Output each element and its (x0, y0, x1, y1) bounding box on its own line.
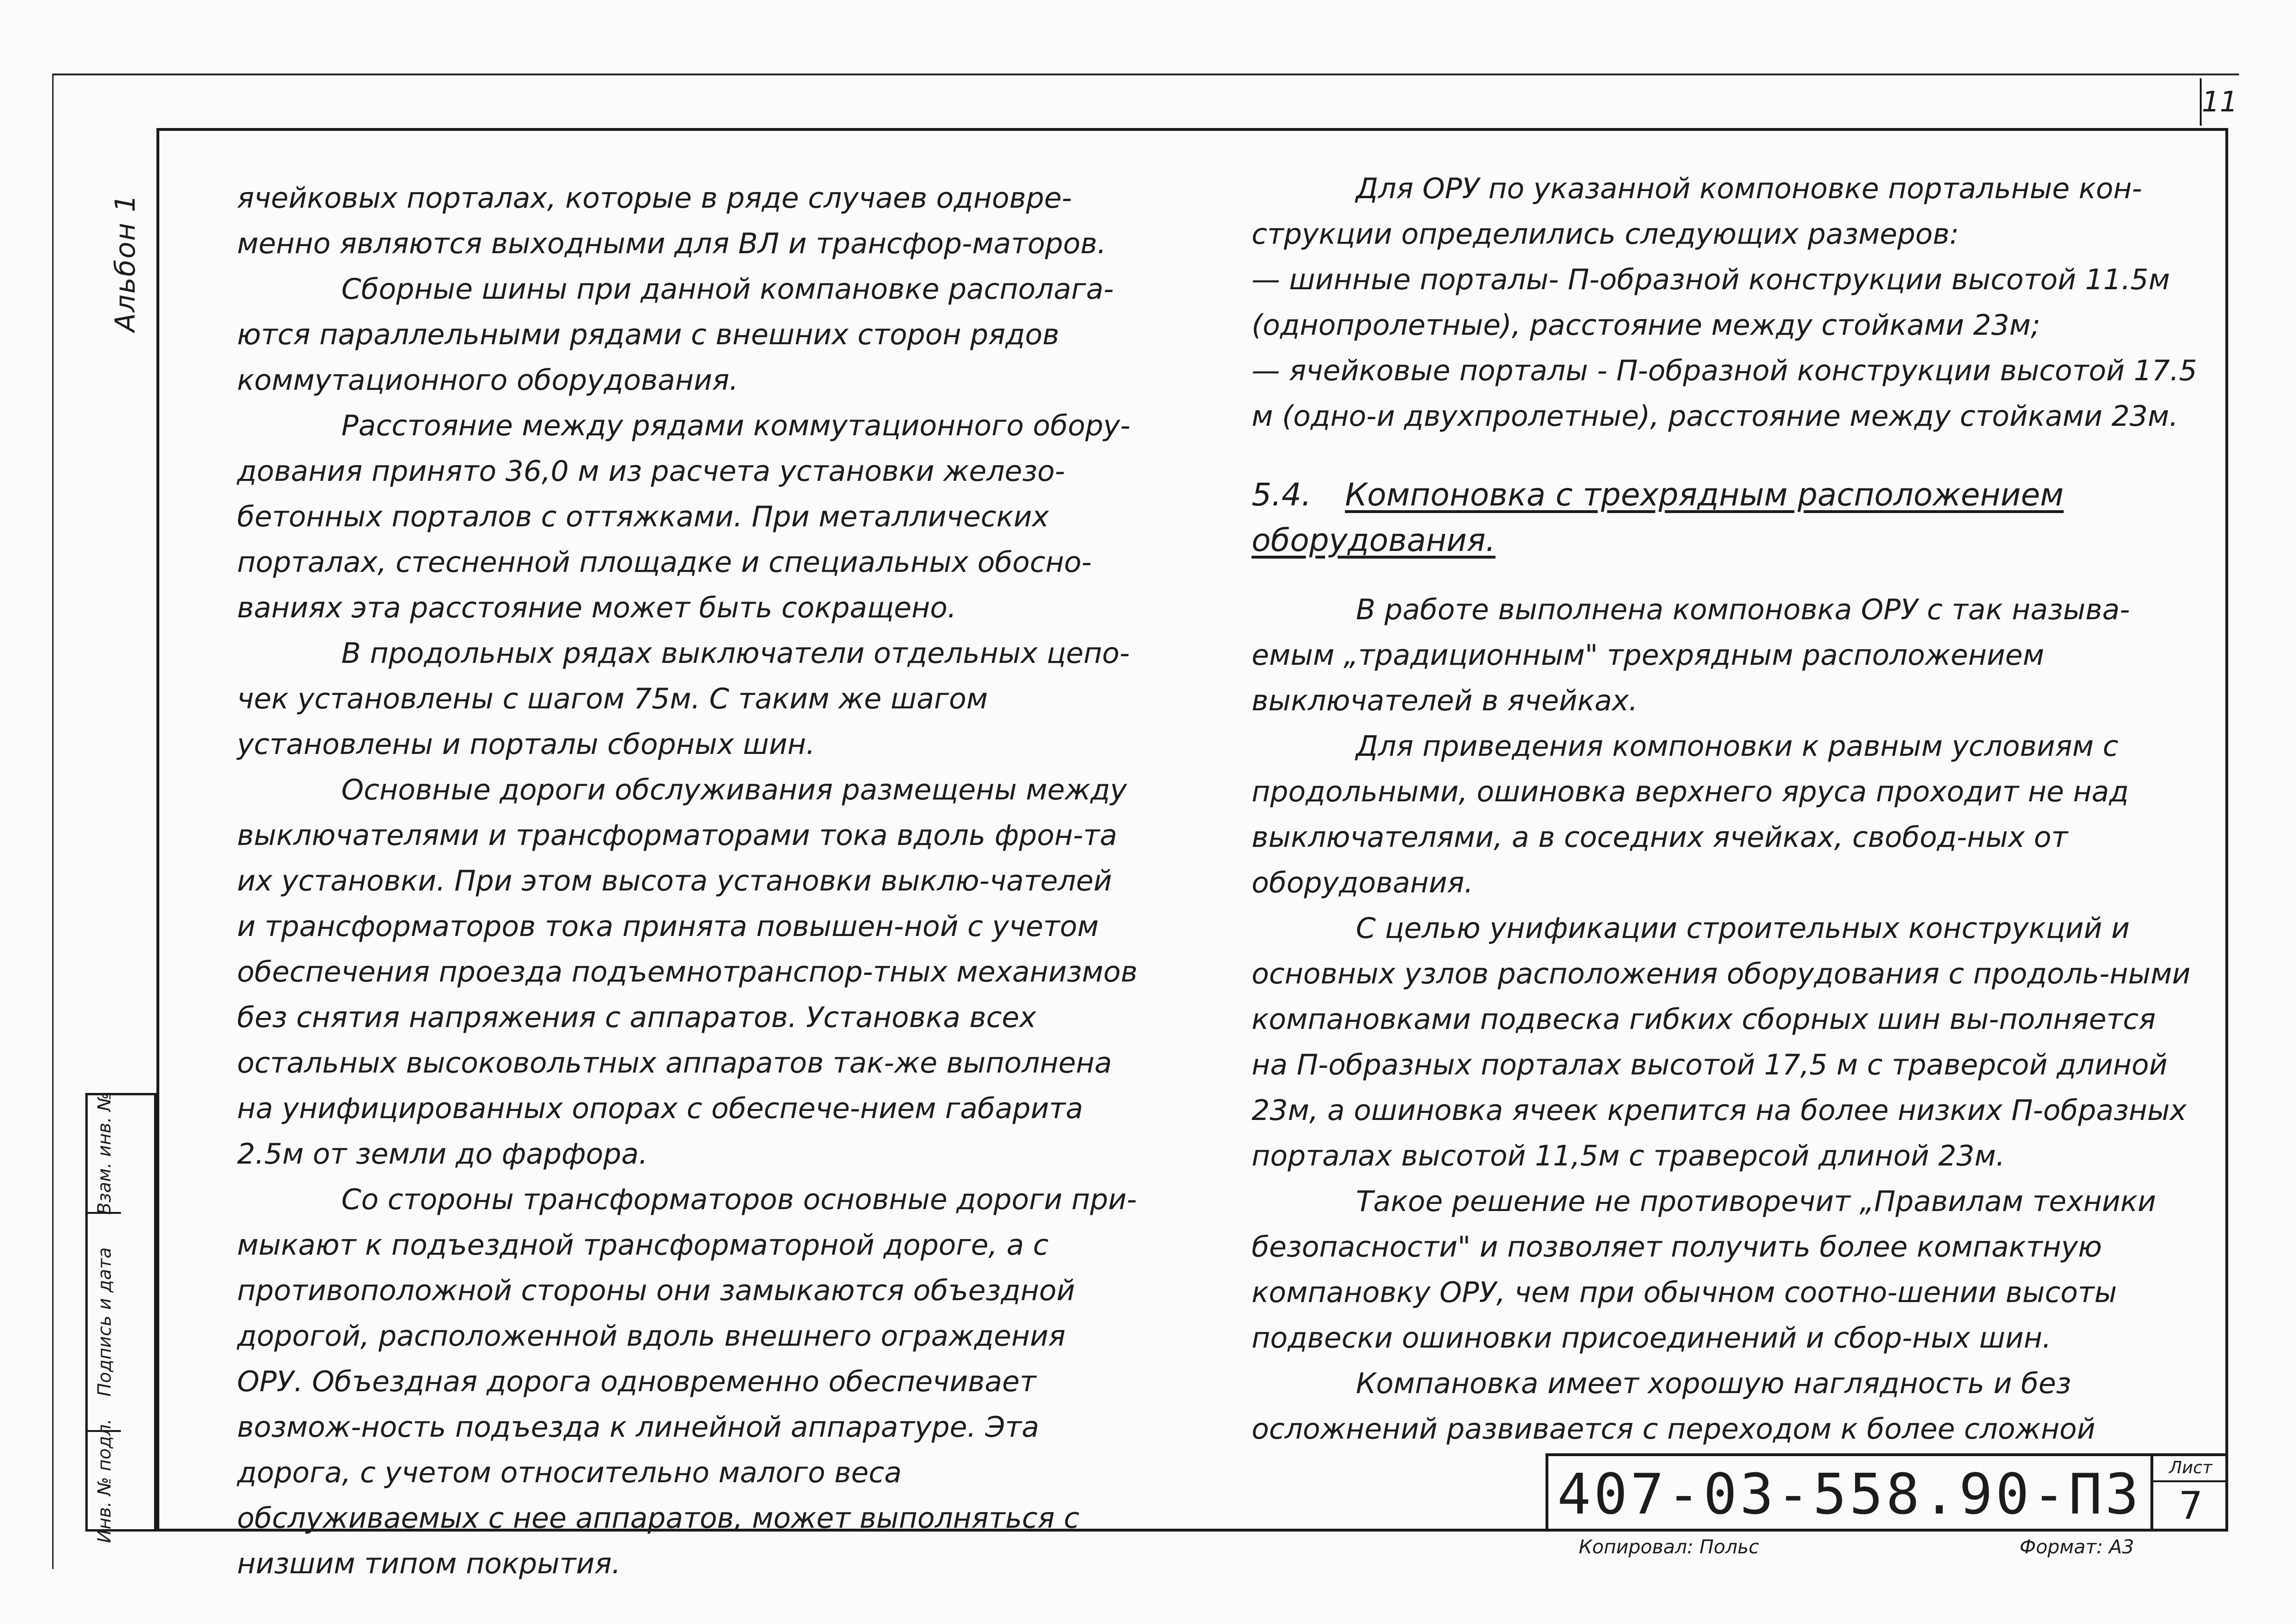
section-title: Компоновка с трехрядным расположением оборудования. (1252, 477, 2064, 559)
right-intro-paragraph: Для ОРУ по указанной компоновке портальные кон-струкции определились следующих размеров: (1252, 172, 2142, 251)
portal-list-item: — шинные порталы- П-образной конструкции высотой 11.5м (однопролетные), расстояние между стойками 23м; (1252, 263, 2170, 342)
left-paragraph: В продольных рядах выключатели отдельных цепо-чек установлены с шагом 75м. С таким же шагом установлены и порталы сборных шин. (237, 637, 1130, 761)
sheet-label: Лист (2153, 1456, 2228, 1482)
title-block (1546, 1453, 2228, 1532)
left-paragraph: Основные дороги обслуживания размещены между выключателями и трансформаторами тока вдоль фрон-та их установки. При этом высота установки выклю-чателей и трансформаторов тока принята повышен-ной с учетом обеспечения проезда подъемнотранспор-тных механизмов без снятия напряжения с аппаратов. Установка всех остальных высоковольтных аппаратов так-же выполнена на унифицированных опорах с обеспече-нием габарита 2.5м от земли до фарфора. (237, 773, 1138, 1171)
binding-stamp (85, 1092, 156, 1543)
portal-list-item: — ячейковые порталы - П-образной конструкции высотой 17.5 м (одно-и двухпролетные), расстояние между стойками 23м. (1252, 354, 2197, 433)
section-heading (1252, 472, 2200, 563)
format-note: Формат: А3 (2020, 1536, 2134, 1558)
left-paragraph: Со стороны трансформаторов основные дороги при-мыкают к подъездной трансформаторной дороге, а с противоположной стороны они замыкаются объездной дорогой, расположенной вдоль внешнего ограждения ОРУ. Объездная дорога одновременно обеспечивает возмож-ность подъезда к линейной аппаратуре. Эта дорога, с учетом относительно малого веса обслуживаемых с нее аппаратов, может выполняться с низшим типом покрытия. (237, 1183, 1137, 1580)
left-paragraph: Сборные шины при данной компановке располага-ются параллельными рядами с внешних сторон рядов коммутационного оборудования. (237, 273, 1114, 397)
album-label: Альбон 1 (109, 193, 141, 332)
sheet-number: 7 (2178, 1484, 2203, 1528)
left-paragraph: ячейковых порталах, которые в ряде случаев одновре-менно являются выходными для ВЛ и трансфор-маторов. (237, 182, 1107, 260)
left-text-column (237, 175, 1138, 1587)
right-paragraph: Такое решение не противоречит „Правилам техники безопасности" и позволяет получить более компактную компановку ОРУ, чем при обычном соотно-шении высоты подвески ошиновки присоединений и сбор-ных шин. (1252, 1185, 2156, 1355)
stamp-cell-inventory: Инв. № подл. (94, 1418, 115, 1543)
stamp-cell-replacement: Взам. инв. № (88, 1095, 121, 1214)
left-paragraph: Расстояние между рядами коммутационного обору-дования принято 36,0 м из расчета установки железо-бетонных порталов с оттяжками. При металлических порталах, стесненной площадке и специальных обосно-ваниях эта расстояние может быть сокращено. (237, 409, 1131, 624)
right-paragraph: Для приведения компоновки к равным условиям с продольными, ошиновка верхнего яруса проходит не над выключателями, а в соседних ячейках, свобод-ных от оборудования. (1252, 730, 2129, 899)
right-paragraph: В работе выполнена компоновка ОРУ с так называ-емым „традиционным" трехрядным расположением выключателей в ячейках. (1252, 593, 2130, 717)
top-page-number: 11 (2200, 78, 2235, 126)
sheet-cell (2150, 1456, 2228, 1532)
copied-by-note: Копировал: Польс (1579, 1536, 1759, 1558)
section-number: 5.4. (1252, 477, 1311, 513)
stamp-cell-signature: Подпись и дата (88, 1214, 121, 1432)
document-code: 407-03-558.90-ПЗ (1557, 1461, 2142, 1527)
right-paragraph: Компановка имеет хорошую наглядность и без осложнений развивается с переходом к более сложной (1252, 1367, 2095, 1446)
right-paragraph: С целью унификации строительных конструкций и основных узлов расположения оборудования с продоль-ными компановками подвеска гибких сборных шин вы-полняется на П-образных порталах высотой 17,5 м с траверсой длиной 23м, а ошиновка ячеек крепится на более низких П-образных порталах высотой 11,5м с траверсой длиной 23м. (1252, 912, 2191, 1173)
right-text-column (1252, 166, 2200, 1452)
